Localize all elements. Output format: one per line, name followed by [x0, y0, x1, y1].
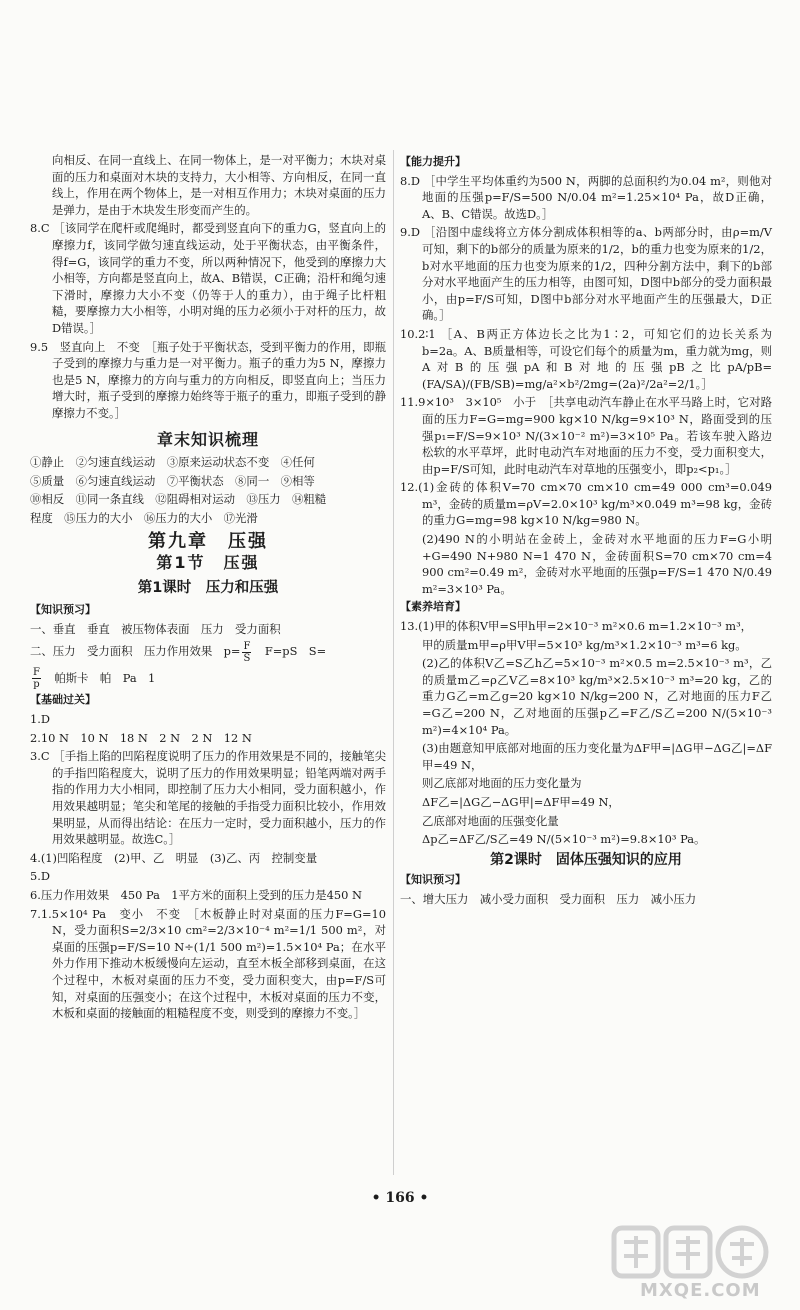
- answer-7-continuation: 向相反、在同一直线上、在同一物体上，是一对平衡力；木块对桌面的压力和桌面对木块的支持力，大小相等、方向相反，在同一直线上，作用在两个物体上，是一对相互作用力；木块对桌面的压力是弹力，是由于木块发生形变而产生的。: [52, 153, 386, 217]
- formula-fraction: $\frac{F}{S}$: [243, 640, 251, 664]
- basic-answer-4: 4.(1)凹陷程度 (2)甲、乙 明显 (3)乙、丙 控制变量: [30, 850, 318, 865]
- watermark-logo-icon: [610, 1222, 770, 1284]
- literacy-answer-13b: 甲的质量m甲=ρ甲V甲=5×10³ kg/m³×1.2×10⁻³ m³=6 kg。: [422, 637, 747, 652]
- basic-answer-3: 3.C ［手指上陷的凹陷程度说明了压力的作用效果是不同的，接触笔尖的手指凹陷程度大，说明了压力的作用效果明显；铅笔两端对两手指的作用力大小相同，即控制了压力大小相同，受力面积越小，作用效果越明显；笔尖和笔尾的接触的手指受力面积比较小，作用效果明显，从而得出结论：在压力一定时，受力面积越小，压力的作用效果越明显。故选C。］: [30, 749, 386, 847]
- literacy-answer-13f: ΔF乙=|ΔG乙−ΔG甲|=ΔF甲=49 N，: [422, 794, 620, 809]
- summary-line-2: ⑤质量 ⑥匀速直线运动 ⑦平衡状态 ⑧同一 ⑨相等: [30, 473, 315, 488]
- ability-answer-11: 11.9×10³ 3×10⁵ 小于 ［共享电动汽车静止在水平马路上时，它对路面的压力F=G=mg=900 kg×10 N/kg=9×10³ N，路面受到的压强p₁=F/S=9×10³ N/(3×10⁻² m²)=3×10⁵ Pa。若该车驶入路边松软的水平草坪，此时电动汽车对地面的压力不变，受力面积变大，由p=F/S可知，此时电动汽车对草地的压强变小，即p₂<p₁。］: [400, 395, 772, 476]
- literacy-answer-13e: 则乙底部对地面的压力变化量为: [422, 776, 582, 791]
- basic-answer-7: 7.1.5×10⁴ Pa 变小 不变 ［木板静止时对桌面的压力F=G=10 N，受力面积S=2/3×10 cm²=2/3×10⁻⁴ m²=1/1 500 m²，对桌面的压强p=F/S=10 N÷(1/1 500 m²)=1.5×10⁴ Pa；在水平外力作用下推动木板缓慢向左运动，直至木板全部移到桌面，在这个过程中，木板对桌面的压力不变，受力面积变大，由p=F/S可知，对桌面的压强变小；在这个过程中，木板对桌面的压力不变，木板和桌面的接触面的粗糙程度不变，则受到的摩擦力不变。］: [30, 906, 386, 1021]
- column-divider: [393, 150, 394, 1175]
- heading-basic-practice: 【基础过关】: [30, 693, 96, 707]
- literacy-answer-13d: (3)由题意知甲底部对地面的压力变化量为ΔF甲=|ΔG甲−ΔG乙|=ΔF甲=49 N，: [422, 741, 772, 772]
- chapter-title: 第九章 压强: [148, 531, 268, 553]
- ability-answer-9: 9.D ［沿图中虚线将立方体分割成体积相等的a、b两部分时，由ρ=m/V可知，剩下的b部分的质量为原来的1/2，b的重力也变为原来的1/2，b对水平地面的压力也变为原来的1/2，四种分割方法中，剩下的b部分对水平地面产生的压力相等，由图可知，D图中b部分的受力面积最小，由p=F/S可知，D图中b部分对水平地面产生的压强最大，D正确。］: [400, 225, 772, 323]
- basic-answer-6: 6.压力作用效果 450 Pa 1平方米的面积上受到的压力是450 N: [30, 887, 362, 902]
- preview-line-3: $\frac{F}{p}$ 帕斯卡 帕 Pa 1: [33, 667, 156, 691]
- summary-line-3: ⑩相反 ⑪同一条直线 ⑫阻碍相对运动 ⑬压力 ⑭粗糙: [30, 492, 327, 507]
- watermark-text: MXQE.COM: [640, 1280, 761, 1301]
- left-column: [30, 152, 386, 1024]
- page-number: • 166 •: [371, 1190, 429, 1206]
- summary-line-1: ①静止 ②匀速直线运动 ③原来运动状态不变 ④任何: [30, 455, 315, 470]
- lesson-title: 第1课时 压力和压强: [137, 579, 279, 596]
- literacy-answer-13h: Δp乙=ΔF乙/S乙=49 N/(5×10⁻³ m²)=9.8×10³ Pa。: [422, 832, 706, 847]
- heading-knowledge-preview: 【知识预习】: [30, 603, 96, 617]
- heading-literacy: 【素养培育】: [400, 600, 466, 614]
- literacy-answer-13g: 乙底部对地面的压强变化量: [422, 813, 559, 828]
- answer-9: 9.5 竖直向上 不变 ［瓶子处于平衡状态，受到平衡力的作用，即瓶子受到的摩擦力与重力是一对平衡力。瓶子的重力为5 N，摩擦力也是5 N，摩擦力的方向与重力的方向相反，即竖直向上；当压力增大时，瓶子受到的摩擦力始终等于瓶子的重力，即瓶子受到的静摩擦力不变。］: [30, 339, 386, 420]
- literacy-answer-13a: 13.(1)甲的体积V甲=S甲h甲=2×10⁻³ m²×0.6 m=1.2×10⁻³ m³，: [400, 619, 753, 634]
- answer-8: 8.C ［该同学在爬杆或爬绳时，都受到竖直向下的重力G，竖直向上的摩擦力f，该同学做匀速直线运动，处于平衡状态，由平衡条件，得f=G，该同学的重力不变，所以两种情况下，他受到的摩擦力大小相等，方向都是竖直向上，故A、B错误，C正确；沿杆和绳匀速下滑时，摩擦力大小不变（仍等于人的重力），由于绳子比杆粗糙，要摩擦力大小相等，小明对绳的压力必须小于对杆的压力，故D错误。］: [30, 221, 386, 335]
- formula-fraction: $\frac{F}{p}$: [33, 667, 40, 691]
- literacy-answer-13c: (2)乙的体积V乙=S乙h乙=5×10⁻³ m²×0.5 m=2.5×10⁻³ m³，乙的质量m乙=ρ乙V乙=8×10³ kg/m³×2.5×10⁻³ m³=20 kg，乙的重力G乙=m乙g=20 kg×10 N/kg=200 N，乙对地面的压力F乙=G乙=200 N，乙对地面的压强p乙=F乙/S乙=200 N/(5×10⁻³ m²)=4×10⁴ Pa。: [422, 656, 772, 737]
- summary-line-4: 程度 ⑮压力的大小 ⑯压力的大小 ⑰光滑: [30, 510, 258, 525]
- ability-answer-10: 10.2∶1 ［A、B两正方体边长之比为1∶2，可知它们的边长关系为b=2a。A、B质量相等，可设它们每个的质量为m，重力就为mg，则A对B的压强pA和B对地的压强pB之比pA/pB=(FA/SA)/(FB/SB)=mg/a²×b²/2mg=(2a)²/2a²=2/1。］: [400, 326, 772, 391]
- preview-line-2: 二、压力 受力面积 压力作用效果 p= $\frac{F}{S}$ F=pS S=: [30, 640, 327, 664]
- ability-answer-12b: (2)490 N的小明站在金砖上，金砖对水平地面的压力F=G小明+G=490 N+980 N=1 470 N，金砖面积S=70 cm×70 cm=4 900 cm²=0.49 m²，金砖对水平地面的压强p=F/S=1 470 N/0.49 m²=3×10³ Pa。: [422, 532, 772, 596]
- basic-answer-5: 5.D: [30, 869, 51, 884]
- chapter-summary-title: 章末知识梳理: [156, 429, 259, 449]
- heading-ability-improve: 【能力提升】: [400, 155, 466, 168]
- section-title: 第1节 压强: [156, 553, 260, 573]
- preview2-line-1: 一、增大压力 减小受力面积 受力面积 压力 减小压力: [400, 891, 697, 906]
- preview-line-1: 一、垂直 垂直 被压物体表面 压力 受力面积: [30, 621, 281, 636]
- ability-answer-12a: 12.(1)金砖的体积V=70 cm×70 cm×10 cm=49 000 cm³=0.049 m³，金砖的质量m=ρV=2.0×10³ kg/m³×0.049 m³=98 kg，金砖的重力G=mg=98 kg×10 N/kg=980 N。: [400, 480, 772, 528]
- right-column: [400, 152, 772, 910]
- basic-answer-1: 1.D: [30, 712, 51, 727]
- lesson-2-title: 第2课时 固体压强知识的应用: [490, 851, 682, 868]
- basic-answer-2: 2.10 N 10 N 18 N 2 N 2 N 12 N: [30, 730, 252, 745]
- watermark: [610, 1222, 770, 1302]
- ability-answer-8: 8.D ［中学生平均体重约为500 N，两脚的总面积约为0.04 m²，则他对地面的压强p=F/S=500 N/0.04 m²=1.25×10⁴ Pa，故D正确，A、B、C错误。故选D。］: [400, 173, 772, 221]
- heading-knowledge-preview-2: 【知识预习】: [400, 873, 466, 887]
